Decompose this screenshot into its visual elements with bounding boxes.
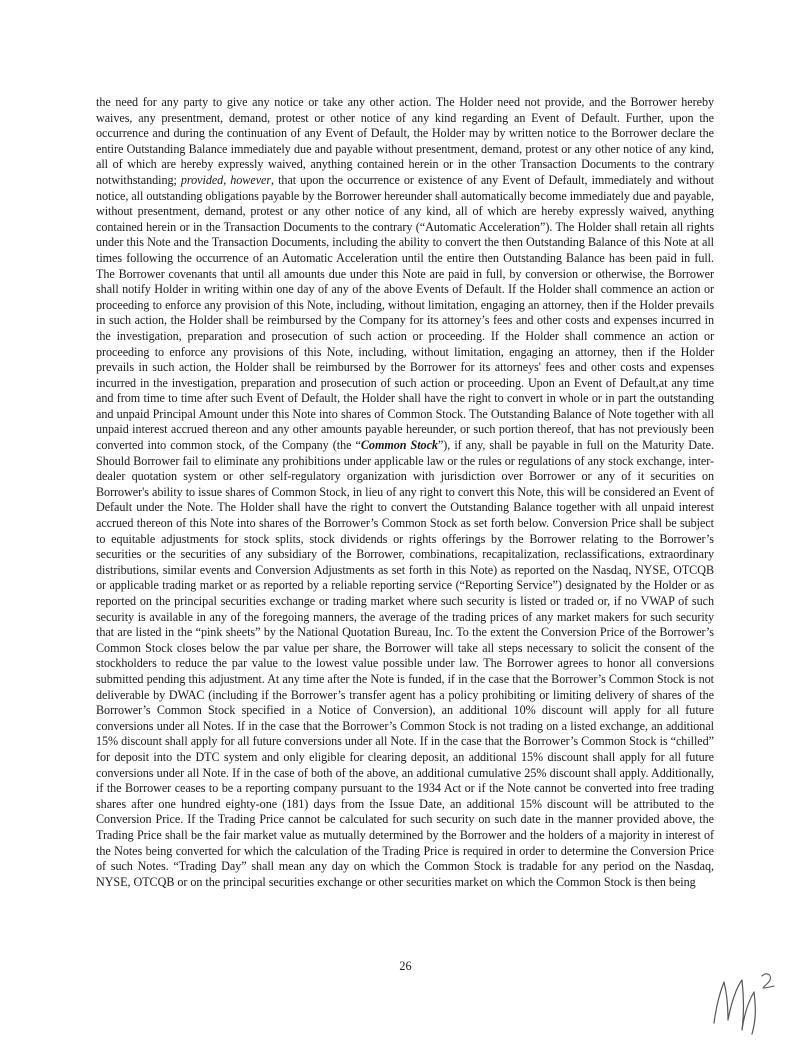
paragraph-text-part-4: ”), if any, shall be payable in full on the Maturity Date. Should Borrower fail to eliminate any prohibitions under applicable law or the rules or regulations of any stock exchange, inter-dealer quotation system or other self-regulatory organization with jurisdiction over Borrower or any of it securities on Borrower's ability to issue shares of Common Stock, in lieu of any right to convert this Note, this will be considered an Event of Default under the Note. The Holder shall have the right to convert the Outstanding Balance together with all unpaid interest accrued thereon of this Note into shares of the Borrower’s Common Stock as set forth below. Conversion Price shall be subject to equitable adjustments for stock splits, stock dividends or rights offerings by the Borrower relating to the Borrower’s securities or the securities of any subsidiary of the Borrower, combinations, recapitalization, reclassifications, extraordinary distributions, similar events and Conversion Adjustments as set forth in this Note) as reported on the Nasdaq, NYSE, OTCQB or applicable trading market or as reported by a reliable reporting service (“Reporting Service”) designated by the Holder or as reported on the principal securities exchange or trading market where such security is listed or traded or, if no VWAP of such security is available in any of the foregoing manners, the average of the trading prices of any market makers for such security that are listed in the “pink sheets” by the National Quotation Bureau, Inc. To the extent the Conversion Price of the Borrower’s Common Stock closes below the par value per share, the Borrower will take all steps necessary to solicit the consent of the stockholders to reduce the par value to the lowest value possible under law. The Borrower agrees to honor all conversions submitted pending this adjustment. At any time after the Note is funded, if in the case that the Borrower’s Common Stock is not deliverable by DWAC (including if the Borrower’s transfer agent has a policy prohibiting or limiting delivery of shares of the Borrower’s Common Stock specified in a Notice of Conversion), an additional 10% discount will apply for all future conversions under all Notes. If in the case that the Borrower’s Common Stock is not trading on a listed exchange, an additional 15% discount shall apply for all future conversions under all Note. If in the case that the Borrower’s Common Stock is “chilled” for deposit into the DTC system and only eligible for clearing deposit, an additional 15% discount shall apply for all future conversions under all Note. If in the case of both of the above, an additional cumulative 25% discount shall apply. Additionally, if the Borrower ceases to be a reporting company pursuant to the 1934 Act or if the Note cannot be converted into free trading shares after one hundred eighty-one (181) days from the Issue Date, an additional 15% discount will be attributed to the Conversion Price. If the Trading Price cannot be calculated for such security on such date in the manner provided above, the Trading Price shall be the fair market value as mutually determined by the Borrower and the holders of a majority in interest of the Notes being converted for which the calculation of the Trading Price is required in order to determine the Conversion Price of such Notes. “Trading Day” shall mean any day on which the Common Stock is tradable for any period on the Nasdaq, NYSE, OTCQB or on the principal securities exchange or other securities market on which the Common Stock is then being [96,438,715,889]
defined-term-common-stock: Common Stock [360,438,438,453]
paragraph-text-part-1: the need for any party to give any notice or take any other action. The Holder need not provide, and the Borrower hereby waives, any presentment, demand, protest or other notice of any kind regarding an Event of Default. Further, upon the occurrence and during the continuation of any Event of Default, the Holder may by written notice to the Borrower declare the entire Outstanding Balance immediately due and payable without presentment, demand, protest or any other notice of any kind, all of which are hereby expressly waived, anything contained herein or in the other Transaction Documents to the contrary notwithstanding; [96,95,714,187]
handwritten-initials-signature [708,968,788,1038]
provided-italic: provided [180,172,224,187]
paragraph-text-part-3: , that upon the occurrence or existence of any Event of Default, immediately and without notice, all outstanding obligations payable by the Borrower hereunder shall automatically become immediately due and payable, without presentment, demand, protest or any other notice of any kind, all of which are hereby expressly waived, anything contained herein or in the Transaction Documents to the contrary (“Automatic Acceleration”). The Holder shall retain all rights under this Note and the Transaction Documents, including the ability to convert the then Outstanding Balance of this Note at all times following the occurrence of an Automatic Acceleration until the entire then Outstanding Balance has been paid in full. The Borrower covenants that until all amounts due under this Note are paid in full, by conversion or otherwise, the Borrower shall notify Holder in writing within one day of any of the above Events of Default. If the Holder shall commence an action or proceeding to enforce any provision of this Note, including, without limitation, engaging an attorney, then if the Holder prevails in such action, the Holder shall be reimbursed by the Company for its attorney’s fees and other costs and expenses incurred in the investigation, preparation and prosecution of such action or proceeding. If the Holder shall commence an action or proceeding to enforce any provisions of this Note, including, without limitation, engaging an attorney, then if the Holder prevails in such action, the Holder shall be reimbursed by the Borrower for its attorneys' fees and other costs and expenses incurred in the investigation, preparation and prosecution of such action or proceeding. Upon an Event of Default,at any time and from time to time after such Event of Default, the Holder shall have the right to convert in whole or in part the outstanding and unpaid Principal Amount under this Note into shares of Common Stock. The Outstanding Balance of Note together with all unpaid interest accrued thereon and any other amounts payable hereunder, or such portion thereof, that has not previously been converted into common stock, of the Company (the “ [96,172,714,453]
however-italic: however [230,172,272,187]
page-number: 26 [399,959,412,973]
body-paragraph [96,95,714,890]
paragraph-text-part-2: , [223,172,231,187]
